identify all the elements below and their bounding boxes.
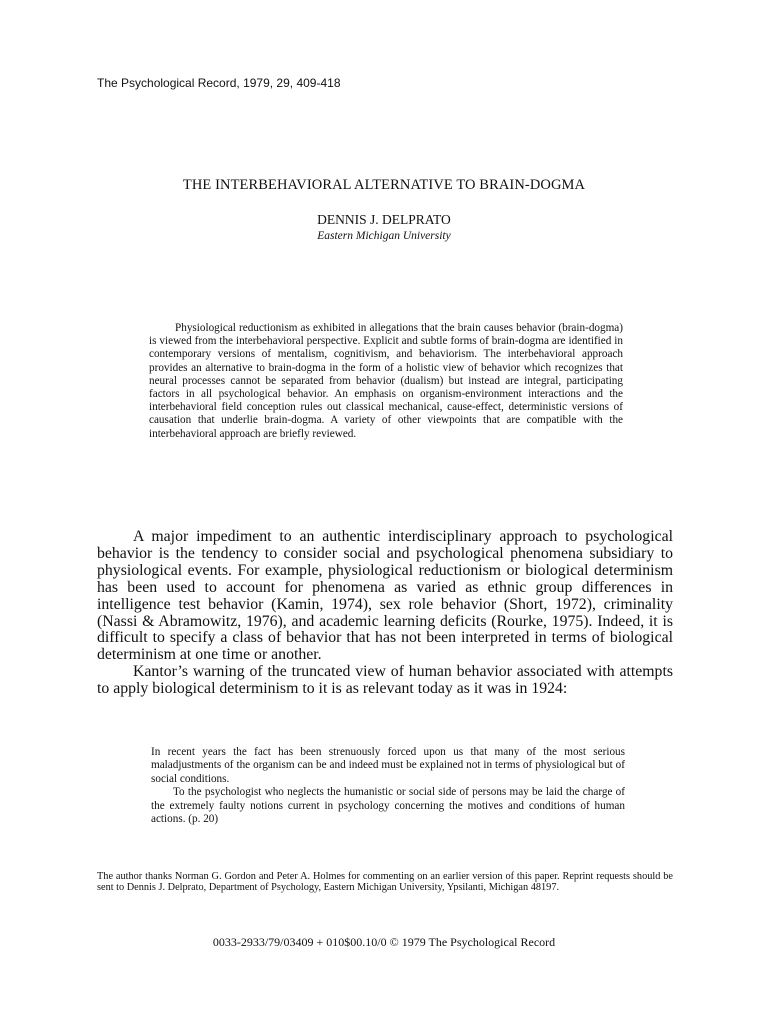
copyright-line: 0033-2933/79/03409 + 010$00.10/0 © 1979 The Psychological Record	[212, 935, 556, 949]
body-paragraph: A major impediment to an authentic interdisciplinary approach to psychological behavior is the tendency to consider social and psychological phenomena subsidiary to physiological events. For example, physiological reductionism or biological determinism has been used to account for phenomena as varied as ethnic group differences in intelligence test behavior (Kamin, 1974), sex role behavior (Short, 1972), criminality (Nassi & Abramowitz, 1976), and academic learning deficits (Rourke, 1975). Indeed, it is difficult to specify a class of behavior that has not been interpreted in terms of biological determinism at one time or another.	[97, 528, 673, 664]
journal-citation: The Psychological Record, 1979, 29, 409-418	[97, 76, 341, 90]
author-footnote: The author thanks Norman G. Gordon and Peter A. Holmes for commenting on an earlier version of this paper. Reprint requests should be sent to Dennis J. Delprato, Department of Psychology, Eastern Michigan University, Ypsilanti, Michigan 48197.	[97, 871, 673, 894]
block-quote	[151, 746, 625, 826]
author-name: DENNIS J. DELPRATO	[317, 212, 451, 227]
abstract: Physiological reductionism as exhibited in allegations that the brain causes behavior (brain-dogma) is viewed from the interbehavioral perspective. Explicit and subtle forms of brain-dogma are identified in contemporary versions of mentalism, cognitivism, and behaviorism. The interbehavioral approach provides an alternative to brain-dogma in the form of a holistic view of behavior which recognizes that neural processes cannot be separated from behavior (dualism) but instead are integral, participating factors in all psychological behavior. An emphasis on organism-environment interactions and the interbehavioral field conception rules out classical mechanical, cause-effect, deterministic versions of causation that underlie brain-dogma. A variety of other viewpoints that are compatible with the interbehavioral approach are briefly reviewed.	[149, 322, 623, 440]
author-affiliation: Eastern Michigan University	[317, 230, 451, 242]
quote-paragraph: In recent years the fact has been strenuously forced upon us that many of the most serious maladjustments of the organism can be and indeed must be explained not in terms of physiological but of social conditions.	[151, 746, 625, 785]
quote-paragraph: To the psychologist who neglects the humanistic or social side of persons may be laid the charge of the extremely faulty notions current in psychology concerning the motives and conditions of human actions. (p. 20)	[151, 786, 625, 826]
article-title: THE INTERBEHAVIORAL ALTERNATIVE TO BRAIN-DOGMA	[182, 177, 586, 193]
body-text	[97, 529, 673, 698]
body-paragraph: Kantor’s warning of the truncated view of human behavior associated with attempts to apply biological determinism to it is as relevant today as it was in 1924:	[97, 663, 673, 698]
